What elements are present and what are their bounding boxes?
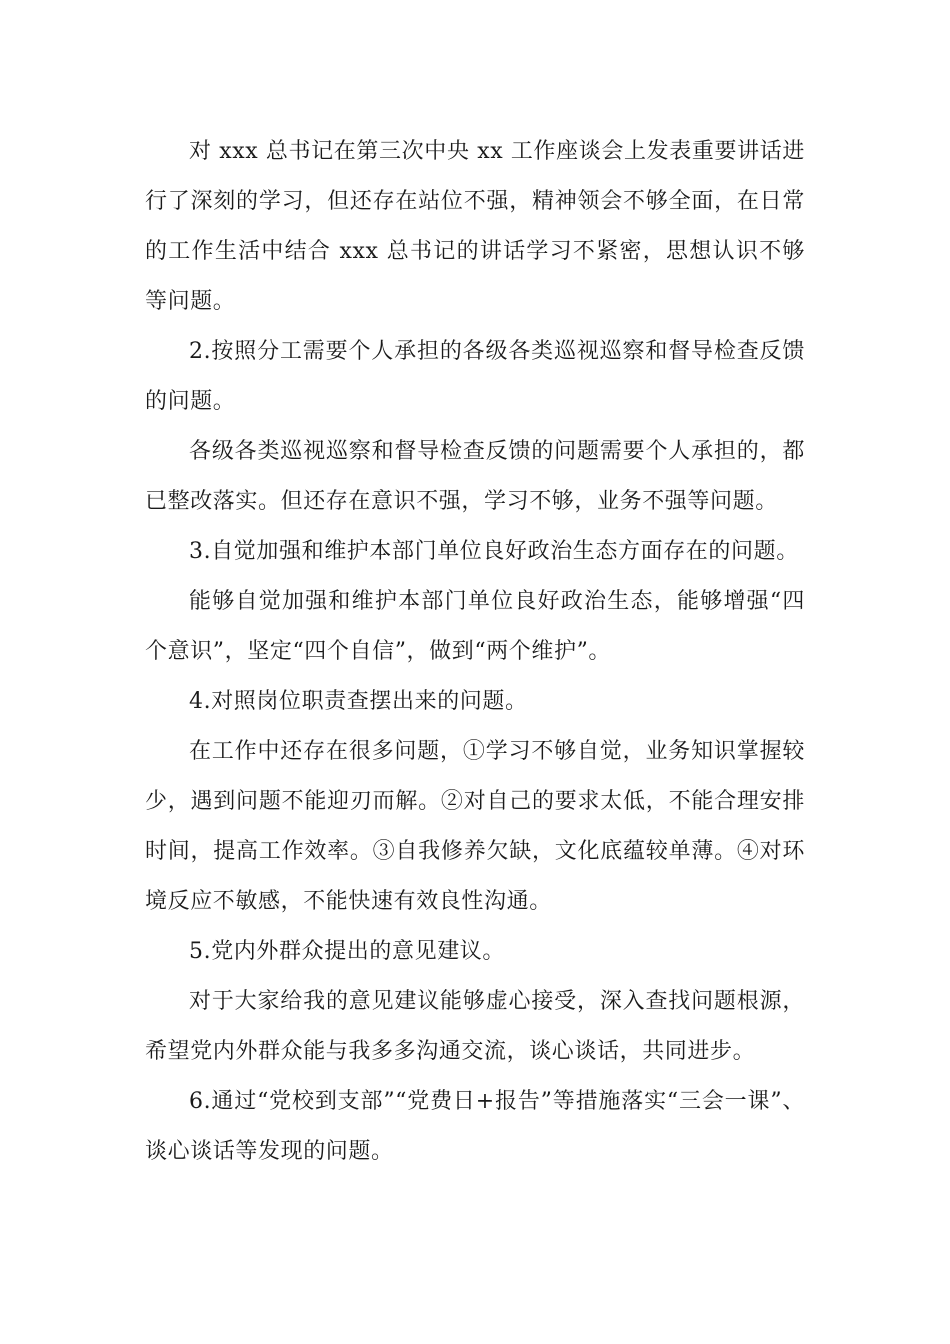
paragraph-job-duties: 在工作中还存在很多问题，①学习不够自觉，业务知识掌握较少，遇到问题不能迎刃而解。②对自己的要求太低，不能合理安排时间，提高工作效率。③自我修养欠缺，文化底蕴较单薄。④对环境反应不敏感，不能快速有效良性沟通。 — [145, 739, 805, 914]
section-heading-2: 2.按照分工需要个人承担的各级各类巡视巡察和督导检查反馈的问题。 — [145, 339, 805, 414]
section-heading-5: 5.党内外群众提出的意见建议。 — [189, 939, 505, 964]
paragraph-study-speech: 对 xxx 总书记在第三次中央 xx 工作座谈会上发表重要讲话进行了深刻的学习，但还存在站位不强，精神领会不够全面，在日常的工作生活中结合 xxx 总书记的讲话学习不紧密，思想认识不够等问题。 — [145, 139, 805, 314]
section-heading-6: 6.通过“党校到支部”“党费日+报告”等措施落实“三会一课”、谈心谈话等发现的问题。 — [145, 1089, 805, 1164]
paragraph-inspection-feedback: 各级各类巡视巡察和督导检查反馈的问题需要个人承担的，都已整改落实。但还存在意识不强，学习不够，业务不强等问题。 — [145, 439, 805, 514]
section-heading-4: 4.对照岗位职责查摆出来的问题。 — [189, 689, 528, 714]
paragraph-opinions: 对于大家给我的意见建议能够虚心接受，深入查找问题根源，希望党内外群众能与我多多沟通交流，谈心谈话，共同进步。 — [145, 989, 805, 1064]
section-heading-3: 3.自觉加强和维护本部门单位良好政治生态方面存在的问题。 — [189, 539, 799, 564]
paragraph-political-ecology: 能够自觉加强和维护本部门单位良好政治生态，能够增强“四个意识”，坚定“四个自信”，做到“两个维护”。 — [145, 589, 805, 664]
document-body — [145, 127, 805, 1177]
